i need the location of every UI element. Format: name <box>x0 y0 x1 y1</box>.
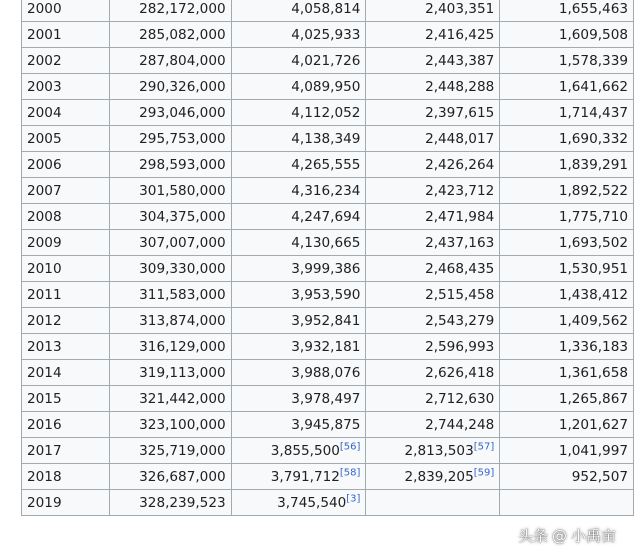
year-cell-value: 2010 <box>27 260 62 277</box>
population-cell-value: 282,172,000 <box>139 0 226 17</box>
population-cell <box>109 386 231 412</box>
population-cell <box>109 48 231 74</box>
reference-link[interactable]: [59] <box>473 466 495 478</box>
natural-change-cell-value: 1,578,339 <box>558 52 628 69</box>
year-cell <box>22 22 110 48</box>
year-cell <box>22 230 110 256</box>
births-cell <box>231 360 366 386</box>
births-cell <box>231 126 366 152</box>
table-row <box>22 204 634 230</box>
population-cell <box>109 74 231 100</box>
year-cell <box>22 0 110 22</box>
births-cell-value: 3,988,076 <box>291 364 361 381</box>
watermark-at: @ <box>551 526 567 545</box>
table-row <box>22 464 634 490</box>
deaths-cell-value: 2,626,418 <box>425 364 495 381</box>
population-cell-value: 285,082,000 <box>139 26 226 43</box>
births-cell-value: 3,952,841 <box>291 312 361 329</box>
births-cell-value: 4,130,665 <box>291 234 361 251</box>
natural-change-cell <box>500 438 634 464</box>
births-cell <box>231 152 366 178</box>
table-row <box>22 126 634 152</box>
population-cell-value: 313,874,000 <box>139 312 226 329</box>
year-cell-value: 2000 <box>27 0 62 17</box>
year-cell <box>22 490 110 516</box>
births-cell-value: 4,021,726 <box>291 52 361 69</box>
natural-change-cell-value: 1,609,508 <box>558 26 628 43</box>
watermark <box>518 525 616 546</box>
deaths-cell-value: 2,712,630 <box>425 390 495 407</box>
population-cell-value: 323,100,000 <box>139 416 226 433</box>
natural-change-cell-value: 1,201,627 <box>558 416 628 433</box>
natural-change-cell-value: 1,409,562 <box>558 312 628 329</box>
year-cell <box>22 282 110 308</box>
births-cell-value: 3,855,500 <box>270 442 340 459</box>
year-cell <box>22 74 110 100</box>
deaths-cell <box>366 308 500 334</box>
table-body <box>22 0 634 516</box>
population-cell-value: 304,375,000 <box>139 208 226 225</box>
births-cell-value: 4,247,694 <box>291 208 361 225</box>
year-cell-value: 2008 <box>27 208 62 225</box>
births-cell <box>231 230 366 256</box>
births-cell <box>231 412 366 438</box>
deaths-cell-value: 2,437,163 <box>425 234 495 251</box>
natural-change-cell <box>500 22 634 48</box>
births-cell <box>231 204 366 230</box>
year-cell-value: 2007 <box>27 182 62 199</box>
deaths-cell <box>366 412 500 438</box>
births-cell <box>231 74 366 100</box>
table-row <box>22 0 634 22</box>
natural-change-cell-value: 1,361,658 <box>558 364 628 381</box>
births-cell-value: 3,999,386 <box>291 260 361 277</box>
deaths-cell-value: 2,813,503 <box>404 442 474 459</box>
natural-change-cell-value: 1,530,951 <box>558 260 628 277</box>
deaths-cell-value: 2,515,458 <box>425 286 495 303</box>
births-cell <box>231 490 366 516</box>
deaths-cell <box>366 386 500 412</box>
table-row <box>22 48 634 74</box>
deaths-cell <box>366 360 500 386</box>
deaths-cell-value: 2,403,351 <box>425 0 495 17</box>
year-cell-value: 2005 <box>27 130 62 147</box>
population-cell <box>109 308 231 334</box>
deaths-cell <box>366 100 500 126</box>
natural-change-cell <box>500 464 634 490</box>
population-cell-value: 311,583,000 <box>139 286 226 303</box>
population-cell <box>109 334 231 360</box>
natural-change-cell-value: 1,892,522 <box>558 182 628 199</box>
year-cell-value: 2011 <box>27 286 62 303</box>
population-cell-value: 309,330,000 <box>139 260 226 277</box>
births-cell-value: 3,791,712 <box>270 468 340 485</box>
deaths-cell-value: 2,468,435 <box>425 260 495 277</box>
births-cell-value: 3,932,181 <box>291 338 361 355</box>
births-cell <box>231 48 366 74</box>
natural-change-cell <box>500 126 634 152</box>
table-row <box>22 334 634 360</box>
population-cell-value: 316,129,000 <box>139 338 226 355</box>
table-row <box>22 152 634 178</box>
year-cell <box>22 100 110 126</box>
births-cell-value: 3,953,590 <box>291 286 361 303</box>
year-cell <box>22 334 110 360</box>
deaths-cell <box>366 0 500 22</box>
population-cell-value: 301,580,000 <box>139 182 226 199</box>
year-cell-value: 2014 <box>27 364 62 381</box>
natural-change-cell-value: 1,655,463 <box>558 0 628 17</box>
deaths-cell-value: 2,397,615 <box>425 104 495 121</box>
deaths-cell-value: 2,839,205 <box>404 468 474 485</box>
population-cell <box>109 22 231 48</box>
population-cell <box>109 412 231 438</box>
year-cell-value: 2018 <box>27 468 62 485</box>
population-cell-value: 325,719,000 <box>139 442 226 459</box>
deaths-cell <box>366 152 500 178</box>
year-cell <box>22 126 110 152</box>
births-cell-value: 4,058,814 <box>291 0 361 17</box>
natural-change-cell <box>500 282 634 308</box>
deaths-cell <box>366 230 500 256</box>
population-cell-value: 290,326,000 <box>139 78 226 95</box>
year-cell <box>22 178 110 204</box>
reference-link[interactable]: [57] <box>473 440 495 452</box>
births-cell <box>231 464 366 490</box>
natural-change-cell <box>500 178 634 204</box>
natural-change-cell-value: 1,714,437 <box>558 104 628 121</box>
year-cell-value: 2002 <box>27 52 62 69</box>
natural-change-cell-value: 1,041,997 <box>558 442 628 459</box>
natural-change-cell <box>500 412 634 438</box>
deaths-cell-value: 2,543,279 <box>425 312 495 329</box>
deaths-cell-value: 2,448,288 <box>425 78 495 95</box>
table-row <box>22 74 634 100</box>
table-row <box>22 256 634 282</box>
population-cell <box>109 438 231 464</box>
table-row <box>22 386 634 412</box>
year-cell-value: 2001 <box>27 26 62 43</box>
population-table <box>21 0 634 516</box>
natural-change-cell <box>500 152 634 178</box>
natural-change-cell-value: 1,775,710 <box>558 208 628 225</box>
deaths-cell <box>366 178 500 204</box>
table-row <box>22 22 634 48</box>
births-cell <box>231 386 366 412</box>
population-cell <box>109 230 231 256</box>
births-cell-value: 3,978,497 <box>291 390 361 407</box>
births-cell-value: 4,316,234 <box>291 182 361 199</box>
year-cell-value: 2006 <box>27 156 62 173</box>
population-cell <box>109 100 231 126</box>
reference-link[interactable]: [3] <box>346 492 361 504</box>
year-cell <box>22 204 110 230</box>
table-row <box>22 490 634 516</box>
births-cell-value: 4,089,950 <box>291 78 361 95</box>
natural-change-cell <box>500 334 634 360</box>
table-row <box>22 282 634 308</box>
births-cell <box>231 308 366 334</box>
year-cell-value: 2017 <box>27 442 62 459</box>
births-cell <box>231 282 366 308</box>
population-cell-value: 307,007,000 <box>139 234 226 251</box>
population-cell-value: 287,804,000 <box>139 52 226 69</box>
year-cell-value: 2016 <box>27 416 62 433</box>
births-cell-value: 4,112,052 <box>291 104 361 121</box>
deaths-cell-value: 2,423,712 <box>425 182 495 199</box>
population-cell-value: 326,687,000 <box>139 468 226 485</box>
births-cell <box>231 334 366 360</box>
births-cell <box>231 22 366 48</box>
year-cell <box>22 386 110 412</box>
deaths-cell <box>366 282 500 308</box>
births-cell-value: 4,138,349 <box>291 130 361 147</box>
table-row <box>22 230 634 256</box>
natural-change-cell <box>500 490 634 516</box>
natural-change-cell-value: 1,438,412 <box>558 286 628 303</box>
deaths-cell-value: 2,448,017 <box>425 130 495 147</box>
year-cell-value: 2013 <box>27 338 62 355</box>
deaths-cell <box>366 438 500 464</box>
natural-change-cell <box>500 256 634 282</box>
table-row <box>22 438 634 464</box>
deaths-cell-value: 2,596,993 <box>425 338 495 355</box>
births-cell-value: 4,265,555 <box>291 156 361 173</box>
year-cell <box>22 464 110 490</box>
population-cell-value: 321,442,000 <box>139 390 226 407</box>
reference-link[interactable]: [58] <box>339 466 361 478</box>
population-cell-value: 328,239,523 <box>139 494 226 511</box>
table-row <box>22 360 634 386</box>
table-row <box>22 412 634 438</box>
births-cell-value: 3,945,875 <box>291 416 361 433</box>
table-row <box>22 308 634 334</box>
population-cell-value: 298,593,000 <box>139 156 226 173</box>
births-cell-value: 3,745,540 <box>277 494 347 511</box>
population-cell <box>109 0 231 22</box>
natural-change-cell <box>500 48 634 74</box>
population-cell <box>109 464 231 490</box>
natural-change-cell <box>500 230 634 256</box>
births-cell <box>231 256 366 282</box>
year-cell <box>22 152 110 178</box>
population-cell <box>109 126 231 152</box>
natural-change-cell-value: 1,641,662 <box>558 78 628 95</box>
deaths-cell-value: 2,744,248 <box>425 416 495 433</box>
watermark-account: 小禹亩 <box>570 527 616 545</box>
births-cell <box>231 178 366 204</box>
year-cell-value: 2015 <box>27 390 62 407</box>
natural-change-cell <box>500 360 634 386</box>
population-cell <box>109 360 231 386</box>
natural-change-cell <box>500 308 634 334</box>
deaths-cell <box>366 22 500 48</box>
year-cell <box>22 360 110 386</box>
deaths-cell <box>366 204 500 230</box>
year-cell-value: 2004 <box>27 104 62 121</box>
watermark-prefix: 头条 <box>517 527 548 545</box>
natural-change-cell-value: 952,507 <box>571 468 628 485</box>
natural-change-cell-value: 1,336,183 <box>558 338 628 355</box>
natural-change-cell <box>500 74 634 100</box>
natural-change-cell-value: 1,693,502 <box>558 234 628 251</box>
natural-change-cell <box>500 100 634 126</box>
year-cell-value: 2009 <box>27 234 62 251</box>
population-cell-value: 295,753,000 <box>139 130 226 147</box>
deaths-cell <box>366 126 500 152</box>
population-cell-value: 319,113,000 <box>139 364 226 381</box>
deaths-cell-value: 2,416,425 <box>425 26 495 43</box>
births-cell <box>231 438 366 464</box>
table-row <box>22 178 634 204</box>
population-cell <box>109 282 231 308</box>
population-cell <box>109 178 231 204</box>
population-cell <box>109 152 231 178</box>
population-cell <box>109 204 231 230</box>
deaths-cell <box>366 256 500 282</box>
year-cell-value: 2012 <box>27 312 62 329</box>
deaths-cell-value: 2,426,264 <box>425 156 495 173</box>
deaths-cell <box>366 334 500 360</box>
natural-change-cell <box>500 0 634 22</box>
deaths-cell <box>366 74 500 100</box>
births-cell-value: 4,025,933 <box>291 26 361 43</box>
table-row <box>22 100 634 126</box>
deaths-cell-value: 2,443,387 <box>425 52 495 69</box>
year-cell-value: 2019 <box>27 494 62 511</box>
natural-change-cell <box>500 204 634 230</box>
deaths-cell <box>366 48 500 74</box>
year-cell <box>22 256 110 282</box>
natural-change-cell-value: 1,265,867 <box>558 390 628 407</box>
natural-change-cell-value: 1,690,332 <box>558 130 628 147</box>
population-cell <box>109 256 231 282</box>
population-cell <box>109 490 231 516</box>
deaths-cell-value: 2,471,984 <box>425 208 495 225</box>
natural-change-cell <box>500 386 634 412</box>
births-cell <box>231 0 366 22</box>
deaths-cell <box>366 464 500 490</box>
reference-link[interactable]: [56] <box>339 440 361 452</box>
births-cell <box>231 100 366 126</box>
year-cell <box>22 308 110 334</box>
year-cell <box>22 438 110 464</box>
natural-change-cell-value: 1,839,291 <box>558 156 628 173</box>
year-cell <box>22 48 110 74</box>
deaths-cell <box>366 490 500 516</box>
population-cell-value: 293,046,000 <box>139 104 226 121</box>
year-cell <box>22 412 110 438</box>
year-cell-value: 2003 <box>27 78 62 95</box>
